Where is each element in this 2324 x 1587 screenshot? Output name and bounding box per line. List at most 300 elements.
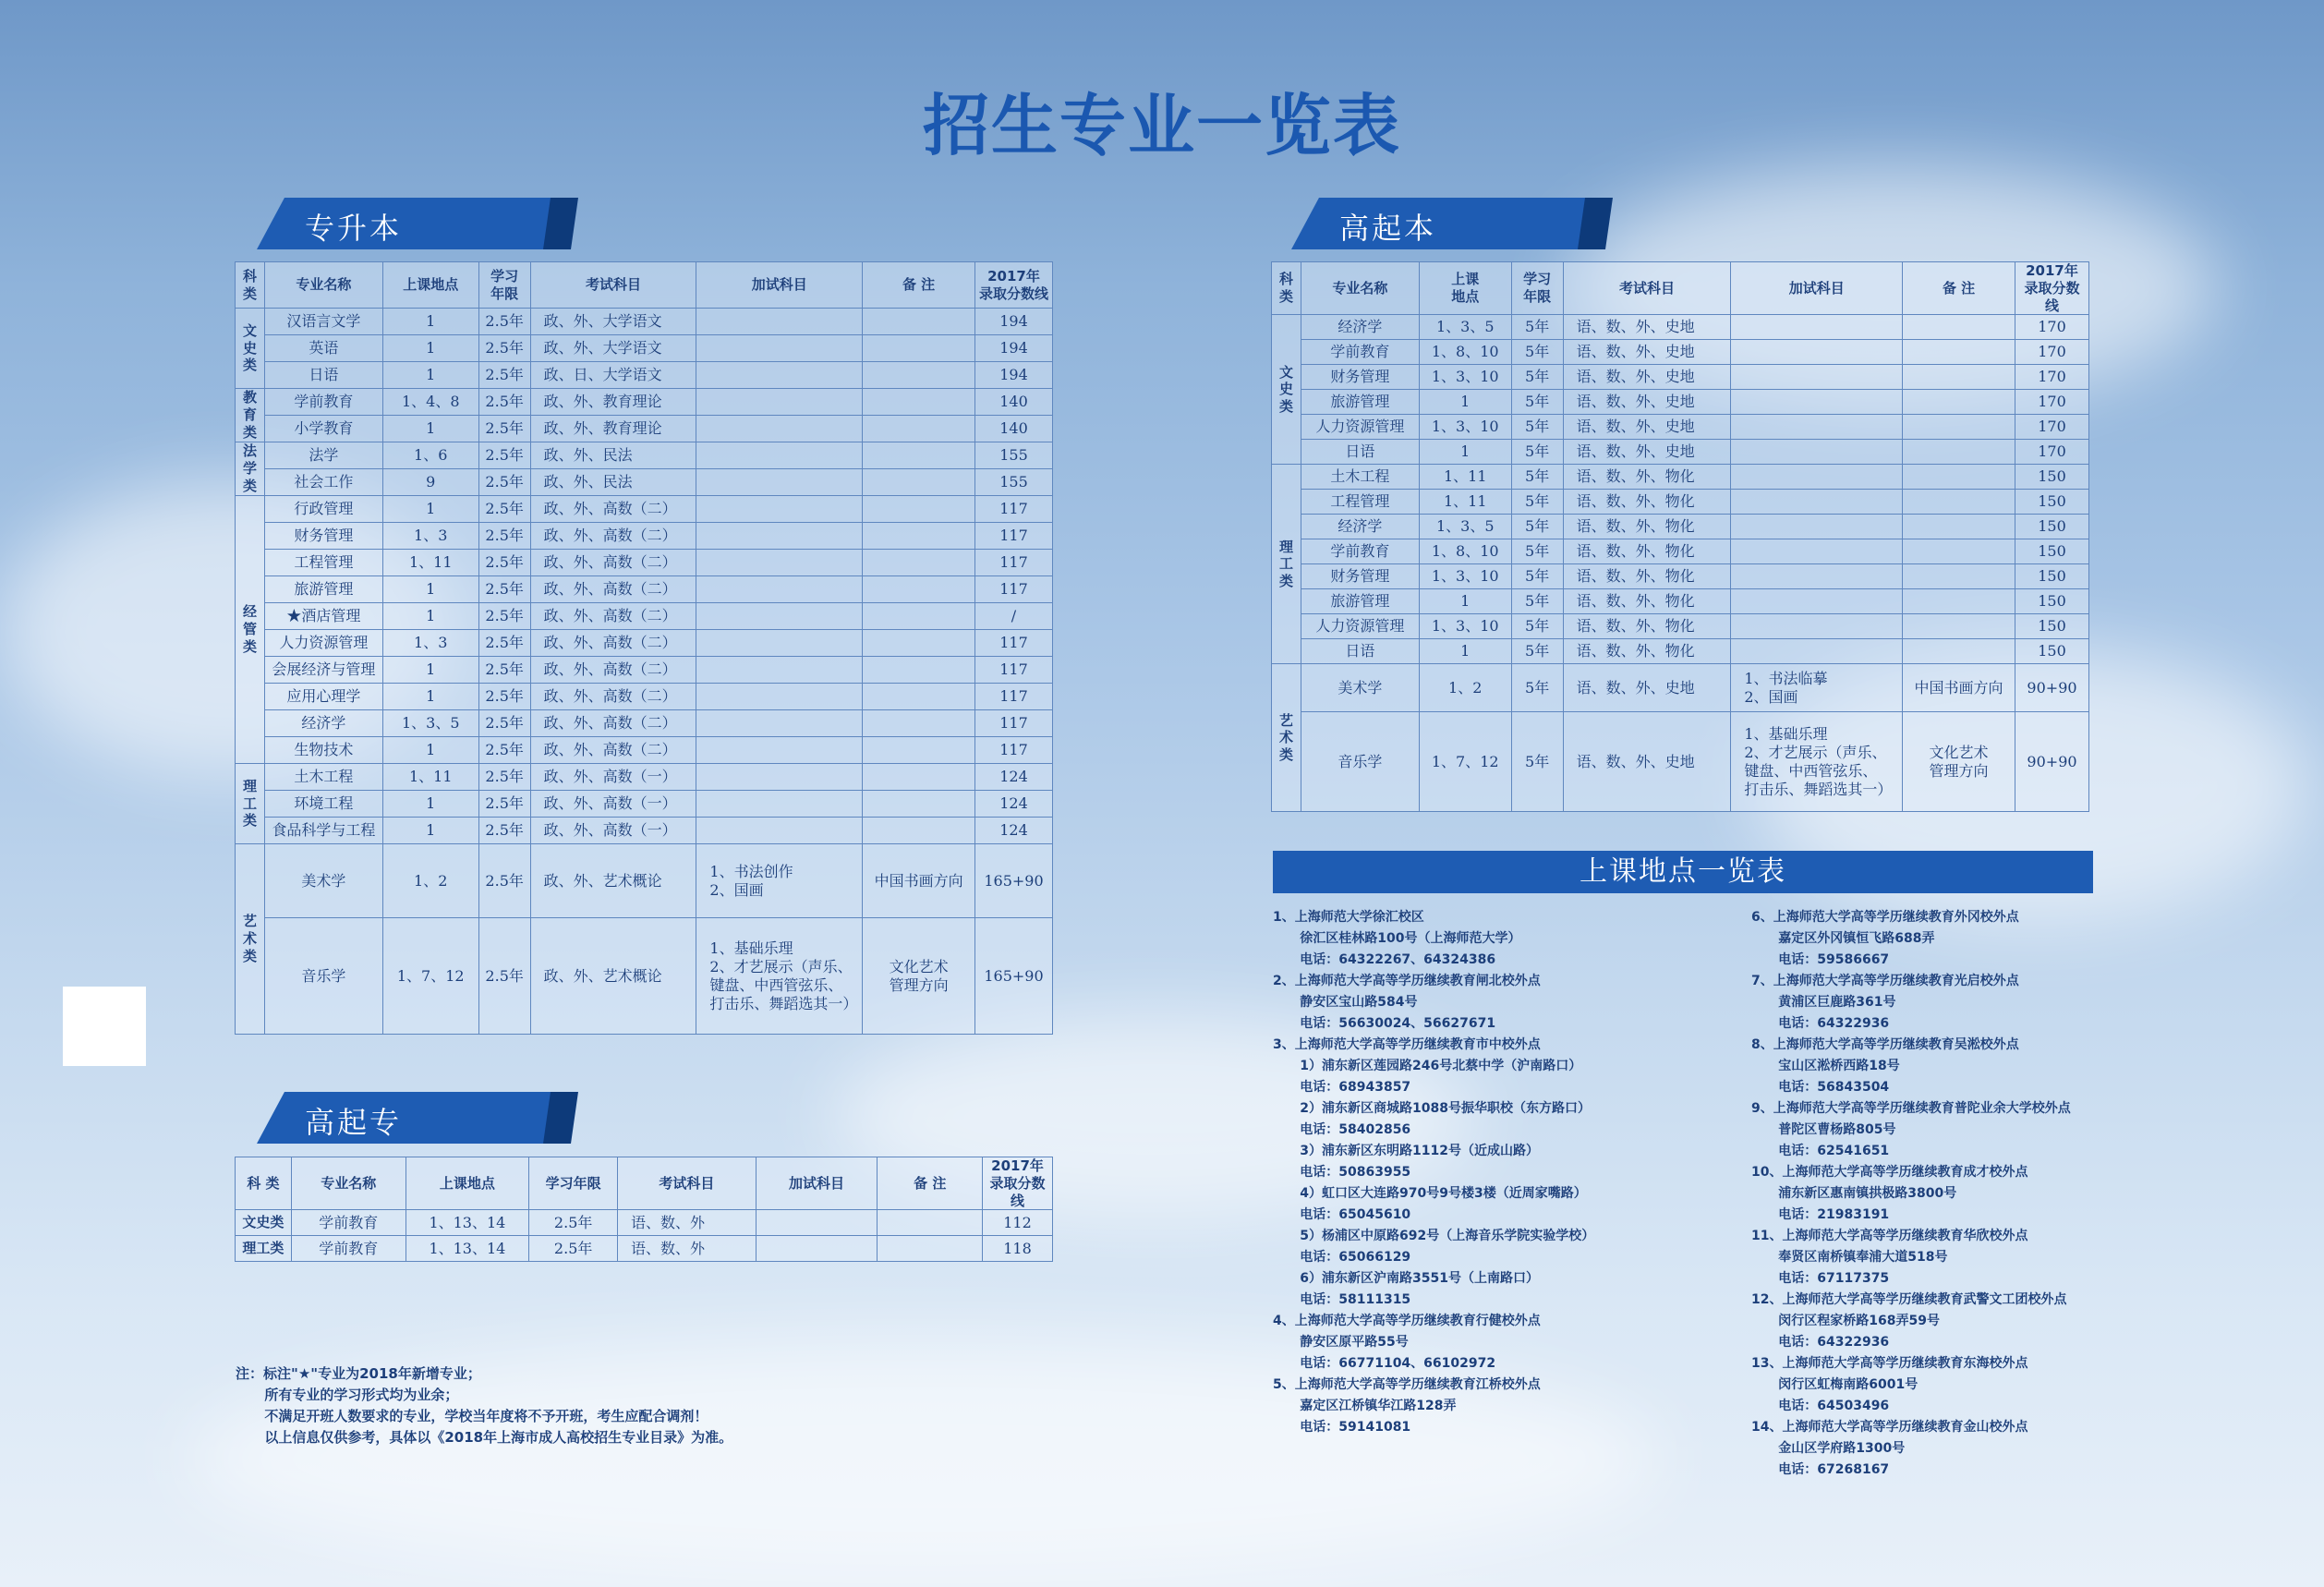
years-cell: 5年 bbox=[1511, 365, 1563, 390]
exam-cell: 政、外、民法 bbox=[530, 442, 696, 469]
location-cell: 1、7、12 bbox=[1419, 712, 1511, 812]
score-cell: 117 bbox=[974, 550, 1052, 576]
category-cell: 理 工 类 bbox=[236, 764, 265, 844]
location-cell: 1、8、10 bbox=[1419, 340, 1511, 365]
major-name-cell: 旅游管理 bbox=[1301, 589, 1419, 614]
note-cell: 中国书画方向 bbox=[863, 844, 975, 918]
extra-exam-cell bbox=[696, 442, 863, 469]
note-cell bbox=[863, 791, 975, 818]
years-cell: 5年 bbox=[1511, 589, 1563, 614]
years-cell: 2.5年 bbox=[478, 442, 530, 469]
location-cell: 1 bbox=[382, 576, 478, 603]
page-title: 招生专业一览表 bbox=[922, 87, 1401, 164]
major-name-cell: 工程管理 bbox=[264, 550, 382, 576]
table-row bbox=[1272, 564, 2089, 589]
score-cell: 124 bbox=[974, 764, 1052, 791]
score-cell: 155 bbox=[974, 442, 1052, 469]
location-cell: 1 bbox=[382, 737, 478, 764]
extra-exam-cell bbox=[696, 523, 863, 550]
category-cell: 理 工 类 bbox=[1272, 465, 1301, 664]
gqb-table bbox=[1271, 261, 2089, 812]
note-cell bbox=[1903, 490, 2015, 515]
table-row bbox=[1272, 490, 2089, 515]
note-cell bbox=[863, 737, 975, 764]
score-cell: 150 bbox=[2015, 465, 2088, 490]
note-cell bbox=[863, 523, 975, 550]
column-header: 考试科目 bbox=[1563, 262, 1731, 315]
extra-exam-cell bbox=[756, 1236, 878, 1262]
location-cell: 1 bbox=[1419, 589, 1511, 614]
table-row bbox=[1272, 614, 2089, 639]
exam-cell: 政、外、艺术概论 bbox=[530, 918, 696, 1035]
exam-cell: 语、数、外、物化 bbox=[1563, 564, 1731, 589]
note-line: 注：标注"★"专业为2018年新增专业； bbox=[236, 1365, 481, 1382]
major-name-cell: 经济学 bbox=[1301, 315, 1419, 340]
column-header: 专业名称 bbox=[1301, 262, 1419, 315]
score-cell: 117 bbox=[974, 576, 1052, 603]
category-cell: 理工类 bbox=[236, 1236, 292, 1262]
exam-cell: 政、外、高数（二） bbox=[530, 603, 696, 630]
years-cell: 2.5年 bbox=[478, 737, 530, 764]
major-name-cell: 小学教育 bbox=[264, 416, 382, 442]
years-cell: 2.5年 bbox=[478, 576, 530, 603]
extra-exam-cell bbox=[696, 416, 863, 442]
exam-cell: 政、外、教育理论 bbox=[530, 416, 696, 442]
column-header: 2017年 录取分数线 bbox=[983, 1157, 1053, 1210]
column-header: 专业名称 bbox=[291, 1157, 405, 1210]
location-line: 9、上海师范大学高等学历继续教育普陀业余大学校外点 bbox=[1751, 1101, 2071, 1116]
note-cell bbox=[1903, 639, 2015, 664]
score-cell: 194 bbox=[974, 309, 1052, 335]
exam-cell: 政、外、高数（二） bbox=[530, 657, 696, 684]
location-line: 8、上海师范大学高等学历继续教育吴淞校外点 bbox=[1751, 1037, 2019, 1052]
location-cell: 1、13、14 bbox=[405, 1236, 529, 1262]
column-header: 备 注 bbox=[878, 1157, 983, 1210]
score-cell: 150 bbox=[2015, 614, 2088, 639]
extra-exam-cell bbox=[696, 496, 863, 523]
note-cell bbox=[863, 496, 975, 523]
table-row bbox=[236, 1236, 1053, 1262]
years-cell: 2.5年 bbox=[478, 469, 530, 496]
table-row bbox=[236, 1210, 1053, 1236]
extra-exam-cell bbox=[1731, 490, 1903, 515]
exam-cell: 政、外、大学语文 bbox=[530, 335, 696, 362]
location-line: 4）虹口区大连路970号9号楼3楼（近周家嘴路） bbox=[1273, 1186, 1587, 1201]
score-cell: 112 bbox=[983, 1210, 1053, 1236]
years-cell: 2.5年 bbox=[478, 603, 530, 630]
years-cell: 2.5年 bbox=[478, 550, 530, 576]
exam-cell: 语、数、外、史地 bbox=[1563, 315, 1731, 340]
location-cell: 1、3、10 bbox=[1419, 415, 1511, 440]
table-row bbox=[236, 335, 1053, 362]
location-line: 静安区宝山路584号 bbox=[1273, 995, 1418, 1010]
location-cell: 1 bbox=[382, 335, 478, 362]
years-cell: 5年 bbox=[1511, 415, 1563, 440]
exam-cell: 政、外、艺术概论 bbox=[530, 844, 696, 918]
years-cell: 2.5年 bbox=[478, 496, 530, 523]
extra-exam-cell: 1、基础乐理 2、才艺展示（声乐、 键盘、中西管弦乐、 打击乐、舞蹈选其一） bbox=[1731, 712, 1903, 812]
section-banner-zsb bbox=[257, 198, 571, 249]
location-line: 黄浦区巨鹿路361号 bbox=[1751, 995, 1896, 1010]
table-row bbox=[236, 309, 1053, 335]
table-row bbox=[1272, 664, 2089, 712]
extra-exam-cell bbox=[1731, 415, 1903, 440]
location-line: 电话：68943857 bbox=[1273, 1080, 1411, 1095]
location-line: 奉贤区南桥镇奉浦大道518号 bbox=[1751, 1250, 1948, 1265]
years-cell: 2.5年 bbox=[478, 791, 530, 818]
table-row bbox=[236, 684, 1053, 710]
location-cell: 1、11 bbox=[1419, 490, 1511, 515]
years-cell: 2.5年 bbox=[478, 710, 530, 737]
location-cell: 1 bbox=[382, 496, 478, 523]
note-cell bbox=[1903, 415, 2015, 440]
column-header: 专业名称 bbox=[264, 262, 382, 309]
exam-cell: 语、数、外、史地 bbox=[1563, 340, 1731, 365]
table-header-row bbox=[1272, 262, 2089, 315]
extra-exam-cell bbox=[696, 576, 863, 603]
location-line: 电话：64322267、64324386 bbox=[1273, 952, 1496, 967]
column-header: 学习 年限 bbox=[1511, 262, 1563, 315]
notes bbox=[236, 1363, 732, 1448]
note-line: 以上信息仅供参考，具体以《2018年上海市成人高校招生专业目录》为准。 bbox=[236, 1429, 733, 1446]
location-line: 2）浦东新区商城路1088号振华职校（东方路口） bbox=[1273, 1101, 1591, 1116]
note-cell bbox=[1903, 340, 2015, 365]
column-header: 备 注 bbox=[863, 262, 975, 309]
location-cell: 1、3、5 bbox=[1419, 315, 1511, 340]
exam-cell: 政、外、高数（二） bbox=[530, 684, 696, 710]
locations-banner: 上课地点一览表 bbox=[1273, 851, 2093, 893]
location-cell: 1、13、14 bbox=[405, 1210, 529, 1236]
location-cell: 1、3、10 bbox=[1419, 365, 1511, 390]
major-name-cell: 工程管理 bbox=[1301, 490, 1419, 515]
score-cell: 117 bbox=[974, 496, 1052, 523]
score-cell: 165+90 bbox=[974, 844, 1052, 918]
note-cell bbox=[1903, 465, 2015, 490]
exam-cell: 政、外、大学语文 bbox=[530, 309, 696, 335]
major-name-cell: 学前教育 bbox=[1301, 539, 1419, 564]
years-cell: 2.5年 bbox=[478, 918, 530, 1035]
exam-cell: 政、外、高数（二） bbox=[530, 496, 696, 523]
column-header: 学习 年限 bbox=[478, 262, 530, 309]
location-cell: 1、11 bbox=[1419, 465, 1511, 490]
column-header: 考试科目 bbox=[530, 262, 696, 309]
major-name-cell: 环境工程 bbox=[264, 791, 382, 818]
section-banner-gqz bbox=[257, 1092, 571, 1144]
extra-exam-cell: 1、书法创作 2、国画 bbox=[696, 844, 863, 918]
exam-cell: 语、数、外、史地 bbox=[1563, 712, 1731, 812]
location-line: 嘉定区江桥镇华江路128弄 bbox=[1273, 1399, 1457, 1413]
location-line: 5）杨浦区中原路692号（上海音乐学院实验学校） bbox=[1273, 1229, 1595, 1243]
major-name-cell: 财务管理 bbox=[264, 523, 382, 550]
category-cell: 教 育 类 bbox=[236, 389, 265, 442]
column-header: 科 类 bbox=[1272, 262, 1301, 315]
years-cell: 5年 bbox=[1511, 539, 1563, 564]
column-header: 2017年 录取分数线 bbox=[974, 262, 1052, 309]
major-name-cell: 学前教育 bbox=[264, 389, 382, 416]
score-cell: 118 bbox=[983, 1236, 1053, 1262]
column-header: 学习年限 bbox=[529, 1157, 618, 1210]
white-box bbox=[63, 987, 146, 1066]
location-cell: 1、4、8 bbox=[382, 389, 478, 416]
years-cell: 5年 bbox=[1511, 664, 1563, 712]
column-header: 科 类 bbox=[236, 262, 265, 309]
exam-cell: 政、外、高数（一） bbox=[530, 791, 696, 818]
score-cell: 150 bbox=[2015, 639, 2088, 664]
column-header: 加试科目 bbox=[696, 262, 863, 309]
score-cell: 117 bbox=[974, 523, 1052, 550]
note-cell bbox=[863, 309, 975, 335]
major-name-cell: 学前教育 bbox=[291, 1210, 405, 1236]
extra-exam-cell bbox=[1731, 515, 1903, 539]
major-name-cell: 音乐学 bbox=[1301, 712, 1419, 812]
location-cell: 1、3 bbox=[382, 523, 478, 550]
exam-cell: 语、数、外、史地 bbox=[1563, 365, 1731, 390]
table-row bbox=[236, 657, 1053, 684]
extra-exam-cell: 1、基础乐理 2、才艺展示（声乐、 键盘、中西管弦乐、 打击乐、舞蹈选其一） bbox=[696, 918, 863, 1035]
location-line: 电话：66771104、66102972 bbox=[1273, 1356, 1496, 1371]
score-cell: 170 bbox=[2015, 440, 2088, 465]
location-cell: 1 bbox=[382, 416, 478, 442]
column-header: 考试科目 bbox=[618, 1157, 757, 1210]
table-header-row bbox=[236, 1157, 1053, 1210]
location-cell: 1、2 bbox=[382, 844, 478, 918]
years-cell: 2.5年 bbox=[478, 764, 530, 791]
location-line: 3）浦东新区东明路1112号（近成山路） bbox=[1273, 1144, 1539, 1158]
column-header: 上课 地点 bbox=[1419, 262, 1511, 315]
location-line: 静安区原平路55号 bbox=[1273, 1335, 1409, 1350]
exam-cell: 语、数、外、物化 bbox=[1563, 589, 1731, 614]
category-cell: 艺 术 类 bbox=[236, 844, 265, 1035]
location-line: 2、上海师范大学高等学历继续教育闸北校外点 bbox=[1273, 974, 1541, 988]
location-line: 6）浦东新区沪南路3551号（上南路口） bbox=[1273, 1271, 1539, 1286]
years-cell: 5年 bbox=[1511, 712, 1563, 812]
score-cell: 150 bbox=[2015, 539, 2088, 564]
years-cell: 2.5年 bbox=[529, 1236, 618, 1262]
table-row bbox=[1272, 340, 2089, 365]
major-name-cell: 财务管理 bbox=[1301, 365, 1419, 390]
score-cell: 194 bbox=[974, 335, 1052, 362]
location-cell: 1、3、10 bbox=[1419, 564, 1511, 589]
major-name-cell: 汉语言文学 bbox=[264, 309, 382, 335]
location-line: 闵行区虹梅南路6001号 bbox=[1751, 1377, 1919, 1392]
years-cell: 2.5年 bbox=[478, 684, 530, 710]
years-cell: 5年 bbox=[1511, 639, 1563, 664]
years-cell: 5年 bbox=[1511, 614, 1563, 639]
extra-exam-cell bbox=[696, 818, 863, 844]
section-title: 高起专 bbox=[305, 1105, 403, 1140]
extra-exam-cell bbox=[696, 630, 863, 657]
major-name-cell: 人力资源管理 bbox=[1301, 614, 1419, 639]
location-cell: 1 bbox=[1419, 639, 1511, 664]
location-line: 嘉定区外冈镇恒飞路688弄 bbox=[1751, 931, 1935, 946]
note-cell bbox=[863, 442, 975, 469]
table-row bbox=[236, 791, 1053, 818]
major-name-cell: 美术学 bbox=[1301, 664, 1419, 712]
extra-exam-cell bbox=[696, 550, 863, 576]
location-cell: 1 bbox=[382, 684, 478, 710]
location-cell: 1、2 bbox=[1419, 664, 1511, 712]
score-cell: 170 bbox=[2015, 365, 2088, 390]
zsb-table bbox=[235, 261, 1053, 1035]
exam-cell: 语、数、外、物化 bbox=[1563, 539, 1731, 564]
table-row bbox=[236, 737, 1053, 764]
extra-exam-cell bbox=[696, 791, 863, 818]
major-name-cell: 生物技术 bbox=[264, 737, 382, 764]
score-cell: 194 bbox=[974, 362, 1052, 389]
score-cell: 150 bbox=[2015, 564, 2088, 589]
location-line: 徐汇区桂林路100号（上海师范大学） bbox=[1273, 931, 1521, 946]
category-cell: 经 管 类 bbox=[236, 496, 265, 764]
score-cell: 90+90 bbox=[2015, 712, 2088, 812]
extra-exam-cell bbox=[696, 684, 863, 710]
years-cell: 5年 bbox=[1511, 440, 1563, 465]
exam-cell: 语、数、外、史地 bbox=[1563, 440, 1731, 465]
score-cell: 155 bbox=[974, 469, 1052, 496]
major-name-cell: 法学 bbox=[264, 442, 382, 469]
score-cell: 170 bbox=[2015, 340, 2088, 365]
location-line: 电话：67117375 bbox=[1751, 1271, 1890, 1286]
table-row bbox=[236, 469, 1053, 496]
table-row bbox=[236, 496, 1053, 523]
table-row bbox=[236, 818, 1053, 844]
location-cell: 1、11 bbox=[382, 764, 478, 791]
exam-cell: 语、数、外、史地 bbox=[1563, 390, 1731, 415]
location-line: 1、上海师范大学徐汇校区 bbox=[1273, 910, 1424, 925]
note-cell bbox=[863, 657, 975, 684]
extra-exam-cell bbox=[1731, 539, 1903, 564]
note-cell bbox=[1903, 365, 2015, 390]
exam-cell: 语、数、外、物化 bbox=[1563, 490, 1731, 515]
note-cell bbox=[1903, 539, 2015, 564]
major-name-cell: 美术学 bbox=[264, 844, 382, 918]
note-line: 所有专业的学习形式均为业余； bbox=[236, 1387, 459, 1403]
note-cell bbox=[1903, 515, 2015, 539]
section-banner-gqb bbox=[1291, 198, 1605, 249]
table-row bbox=[236, 550, 1053, 576]
location-line: 14、上海师范大学高等学历继续教育金山校外点 bbox=[1751, 1420, 2028, 1435]
table-row bbox=[1272, 639, 2089, 664]
score-cell: 150 bbox=[2015, 490, 2088, 515]
extra-exam-cell bbox=[1731, 465, 1903, 490]
years-cell: 2.5年 bbox=[478, 335, 530, 362]
note-cell bbox=[1903, 440, 2015, 465]
table-row bbox=[236, 844, 1053, 918]
gqz-table bbox=[235, 1157, 1053, 1262]
extra-exam-cell bbox=[1731, 564, 1903, 589]
score-cell: 150 bbox=[2015, 515, 2088, 539]
major-name-cell: 旅游管理 bbox=[1301, 390, 1419, 415]
years-cell: 2.5年 bbox=[478, 416, 530, 442]
table-row bbox=[1272, 515, 2089, 539]
extra-exam-cell: 1、书法临摹 2、国画 bbox=[1731, 664, 1903, 712]
score-cell: 90+90 bbox=[2015, 664, 2088, 712]
note-cell bbox=[1903, 614, 2015, 639]
exam-cell: 政、外、教育理论 bbox=[530, 389, 696, 416]
score-cell: 170 bbox=[2015, 390, 2088, 415]
years-cell: 2.5年 bbox=[478, 389, 530, 416]
table-row bbox=[1272, 315, 2089, 340]
column-header: 加试科目 bbox=[1731, 262, 1903, 315]
score-cell: 165+90 bbox=[974, 918, 1052, 1035]
major-name-cell: 财务管理 bbox=[1301, 564, 1419, 589]
column-header: 备 注 bbox=[1903, 262, 2015, 315]
extra-exam-cell bbox=[1731, 390, 1903, 415]
major-name-cell: 英语 bbox=[264, 335, 382, 362]
exam-cell: 语、数、外、史地 bbox=[1563, 415, 1731, 440]
note-cell bbox=[863, 416, 975, 442]
major-name-cell: 人力资源管理 bbox=[264, 630, 382, 657]
table-row bbox=[236, 362, 1053, 389]
major-name-cell: 土木工程 bbox=[264, 764, 382, 791]
note-cell bbox=[863, 576, 975, 603]
section-title: 专升本 bbox=[305, 211, 403, 246]
note-cell bbox=[863, 764, 975, 791]
location-line: 闵行区程家桥路168弄59号 bbox=[1751, 1314, 1940, 1328]
extra-exam-cell bbox=[696, 737, 863, 764]
exam-cell: 政、日、大学语文 bbox=[530, 362, 696, 389]
years-cell: 2.5年 bbox=[478, 630, 530, 657]
note-cell: 中国书画方向 bbox=[1903, 664, 2015, 712]
table-row bbox=[236, 918, 1053, 1035]
extra-exam-cell bbox=[696, 603, 863, 630]
table-row bbox=[1272, 415, 2089, 440]
location-cell: 1、7、12 bbox=[382, 918, 478, 1035]
location-line: 电话：59586667 bbox=[1751, 952, 1890, 967]
location-line: 5、上海师范大学高等学历继续教育江桥校外点 bbox=[1273, 1377, 1541, 1392]
location-cell: 1、3 bbox=[382, 630, 478, 657]
extra-exam-cell bbox=[696, 335, 863, 362]
exam-cell: 政、外、高数（一） bbox=[530, 764, 696, 791]
location-line: 电话：64322936 bbox=[1751, 1335, 1890, 1350]
major-name-cell: 日语 bbox=[264, 362, 382, 389]
note-cell bbox=[863, 603, 975, 630]
years-cell: 2.5年 bbox=[478, 844, 530, 918]
location-line: 金山区学府路1300号 bbox=[1751, 1441, 1906, 1456]
location-line: 宝山区淞桥西路18号 bbox=[1751, 1059, 1900, 1073]
exam-cell: 政、外、高数（二） bbox=[530, 576, 696, 603]
years-cell: 5年 bbox=[1511, 340, 1563, 365]
major-name-cell: 行政管理 bbox=[264, 496, 382, 523]
exam-cell: 语、数、外 bbox=[618, 1210, 757, 1236]
note-cell bbox=[1903, 564, 2015, 589]
exam-cell: 政、外、高数（二） bbox=[530, 630, 696, 657]
major-name-cell: 日语 bbox=[1301, 639, 1419, 664]
score-cell: 117 bbox=[974, 684, 1052, 710]
major-name-cell: 学前教育 bbox=[1301, 340, 1419, 365]
exam-cell: 政、外、高数（二） bbox=[530, 523, 696, 550]
score-cell: 117 bbox=[974, 710, 1052, 737]
note-cell bbox=[878, 1236, 983, 1262]
exam-cell: 语、数、外、物化 bbox=[1563, 639, 1731, 664]
note-cell bbox=[1903, 390, 2015, 415]
score-cell: 140 bbox=[974, 389, 1052, 416]
extra-exam-cell bbox=[1731, 315, 1903, 340]
note-cell bbox=[863, 362, 975, 389]
exam-cell: 政、外、民法 bbox=[530, 469, 696, 496]
years-cell: 5年 bbox=[1511, 490, 1563, 515]
note-cell: 文化艺术 管理方向 bbox=[1903, 712, 2015, 812]
note-cell bbox=[863, 710, 975, 737]
location-cell: 1 bbox=[382, 362, 478, 389]
exam-cell: 语、数、外、物化 bbox=[1563, 515, 1731, 539]
years-cell: 2.5年 bbox=[529, 1210, 618, 1236]
note-cell bbox=[863, 389, 975, 416]
exam-cell: 语、数、外、史地 bbox=[1563, 664, 1731, 712]
table-row bbox=[236, 442, 1053, 469]
major-name-cell: 食品科学与工程 bbox=[264, 818, 382, 844]
major-name-cell: 会展经济与管理 bbox=[264, 657, 382, 684]
table-row bbox=[1272, 365, 2089, 390]
